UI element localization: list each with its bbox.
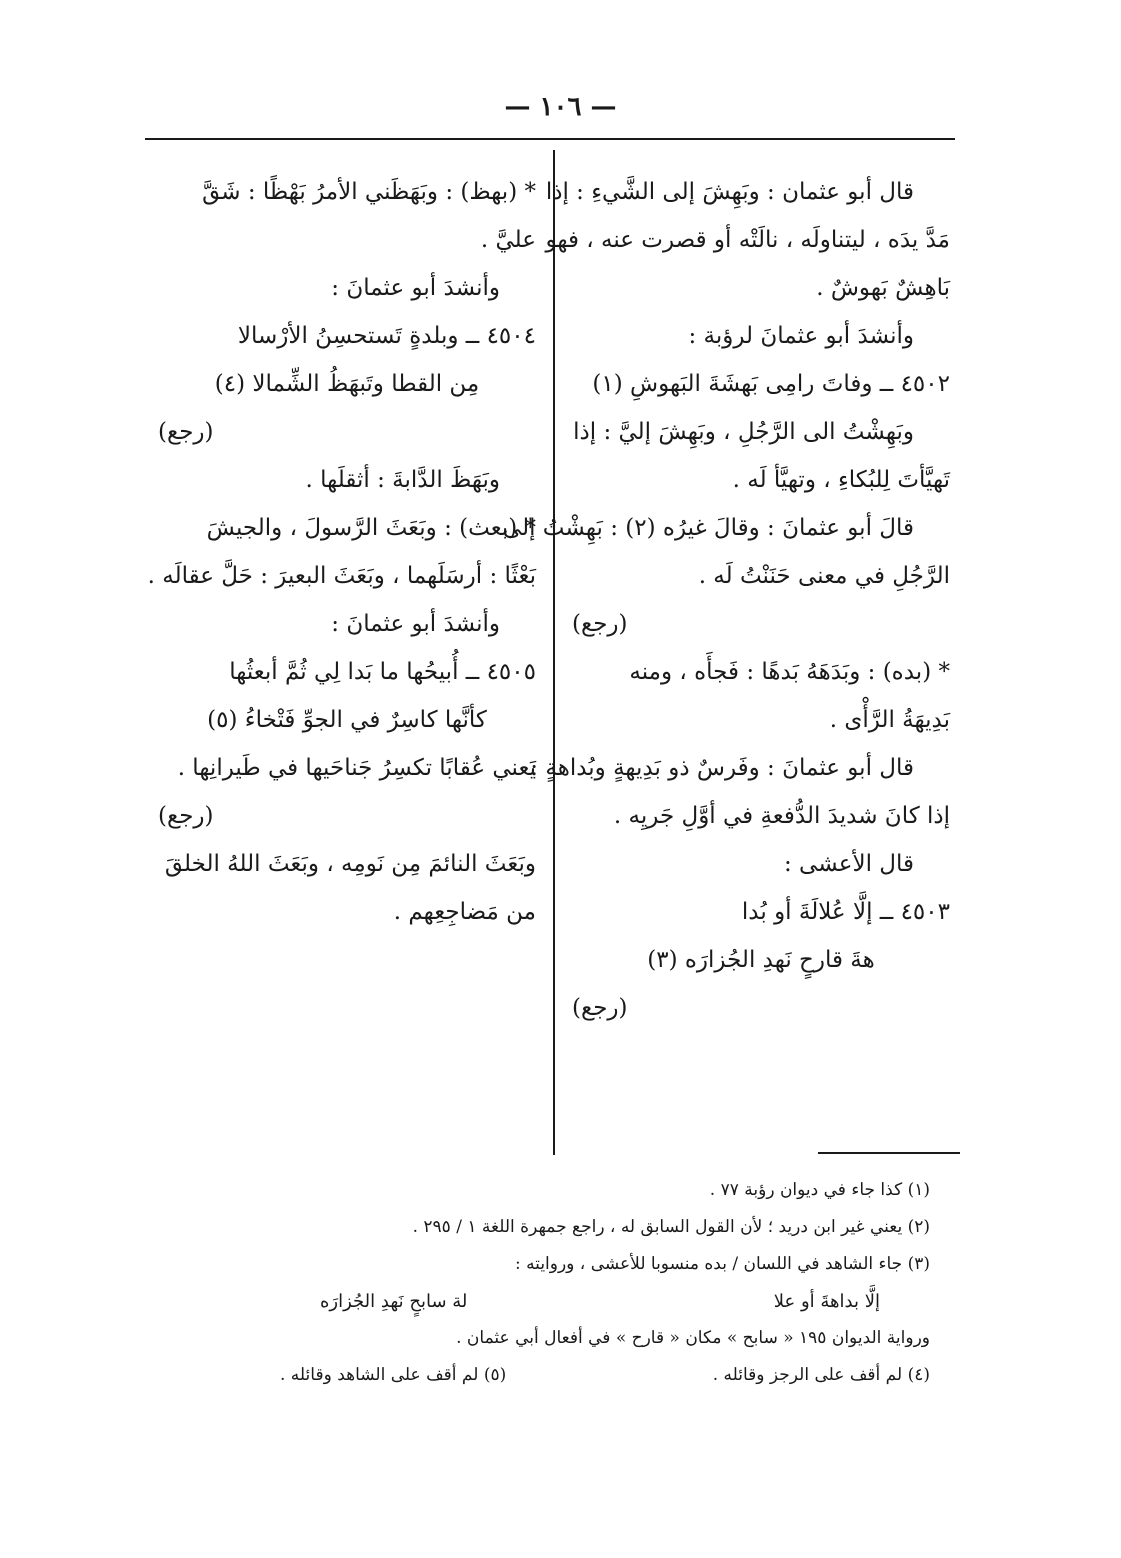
- text-line: ٤٥٠٤ ــ وبلدةٍ تَستحسِنُ الأرْسالا: [237, 323, 536, 349]
- text-line: تَهيَّأتَ لِلبُكاءِ ، وتهيَّأ لَه .: [732, 467, 950, 493]
- text-line: (رجع): [158, 803, 214, 829]
- text-line: كأنَّها كاسِرٌ في الجوِّ فَتْخاءُ (٥): [207, 707, 487, 733]
- footnotes: [280, 1172, 930, 1394]
- footnote-1: (١) كذا جاء في ديوان رؤبة ٧٧ .: [709, 1180, 930, 1200]
- text-line: ٤٥٠٥ ــ أُبيحُها ما بَدا لِي ثُمَّ أبعثُها: [229, 659, 536, 685]
- left-column: [147, 168, 536, 936]
- text-line: هةَ قارحٍ نَهدِ الجُزارَه (٣): [647, 947, 875, 973]
- text-line: يَعني عُقابًا تكسِرُ جَناحَيها في طَيرانِها .: [177, 755, 536, 781]
- text-line: * (بده) : وبَدَهَهُ بَدهًا : فَجأَه ، ومنه: [629, 659, 950, 685]
- text-line: (رجع): [572, 611, 628, 637]
- text-line: قال أبو عثمانَ : وفَرسٌ ذو بَدِيهةٍ وبُداهةٍ :: [530, 755, 914, 781]
- footnote-3: (٣) جاء الشاهد في اللسان / بده منسوبا للأعشى ، وروايته :: [514, 1254, 930, 1274]
- text-line: مِن القطا وتَبهَظُ الشِّمالا (٤): [214, 371, 480, 397]
- footnote-4: (٤) لم أقف على الرجز وقائله .: [712, 1365, 930, 1385]
- text-line: وبَهَظَ الدَّابةَ : أثقلَها .: [305, 467, 500, 493]
- text-line: قال الأعشى :: [783, 851, 914, 877]
- header-rule: [145, 138, 955, 140]
- text-line: ٤٥٠٢ ــ وفاتَ رامِى بَهشَةَ البَهوشِ (١): [592, 371, 950, 397]
- text-line: (رجع): [158, 419, 214, 445]
- text-line: (رجع): [572, 995, 628, 1021]
- text-line: إذا كانَ شديدَ الدُّفعةِ في أوَّلِ جَريِه .: [613, 803, 950, 829]
- text-line: وأنشدَ أبو عثمانَ :: [331, 611, 500, 637]
- page-number: — ١٠٦ —: [504, 92, 617, 122]
- text-line: قالَ أبو عثمانَ : وقالَ غيرُه (٢) : بَهِشْتُ إلى: [502, 515, 914, 541]
- text-line: وبَعَثَ النائمَ مِن نَومِه ، وبَعَثَ اللهُ الخلقَ: [164, 851, 536, 877]
- footnote-5: (٥) لم أقف على الشاهد وقائله .: [280, 1365, 507, 1385]
- footnote-3-verse-first-half: إلَّا بداهةَ أو علا: [773, 1291, 880, 1312]
- text-line: * (بهظ) : وبَهَظَني الأمرُ بَهْظًا : شَقَّ: [202, 179, 536, 205]
- text-line: ٤٥٠٣ ــ إلَّا عُلالَةَ أو بُدا: [741, 899, 950, 925]
- text-line: الرَّجُلِ في معنى حَنَنْتُ لَه .: [698, 563, 950, 589]
- footnote-3-verse: [280, 1283, 930, 1320]
- text-line: بَعْثًا : أرسَلَهما ، وبَعَثَ البعيرَ : حَلَّ عقالَه .: [147, 563, 536, 589]
- footnotes-4-5: [280, 1357, 930, 1394]
- footnote-3-verse-second-half: لة سابحٍ نَهدِ الجُزارَه: [320, 1291, 468, 1312]
- text-line: من مَضاجِعِهم .: [393, 899, 536, 925]
- text-line: بَدِيهَةُ الرَّأْى .: [829, 707, 950, 733]
- footnote-3-continuation: ورواية الديوان ١٩٥ « سابح » مكان « قارح » في أفعال أبي عثمان .: [456, 1328, 930, 1348]
- text-line: عليَّ .: [480, 227, 536, 253]
- footnote-2: (٢) يعني غير ابن دريد ؛ لأن القول السابق له ، راجع جمهرة اللغة ١ / ٢٩٥ .: [412, 1217, 930, 1237]
- text-line: بَاهِشٌ بَهوشٌ .: [816, 275, 950, 301]
- text-line: وأنشدَ أبو عثمانَ لرؤبة :: [688, 323, 914, 349]
- column-divider: [553, 150, 555, 1155]
- text-line: قال أبو عثمان : وبَهِشَ إلى الشَّيءِ : إذا: [545, 179, 914, 205]
- text-line: مَدَّ يدَه ، ليتناولَه ، نالَتْه أو قصرت عنه ، فهو: [545, 227, 950, 253]
- text-line: وأنشدَ أبو عثمانَ :: [331, 275, 500, 301]
- text-line: وبَهِشْتُ الى الرَّجُلِ ، وبَهِشَ إليَّ : إذا: [573, 419, 914, 445]
- footnote-rule: [818, 1152, 960, 1154]
- text-line: * (بعث) : وبَعَثَ الرَّسولَ ، والجيشَ: [206, 515, 536, 541]
